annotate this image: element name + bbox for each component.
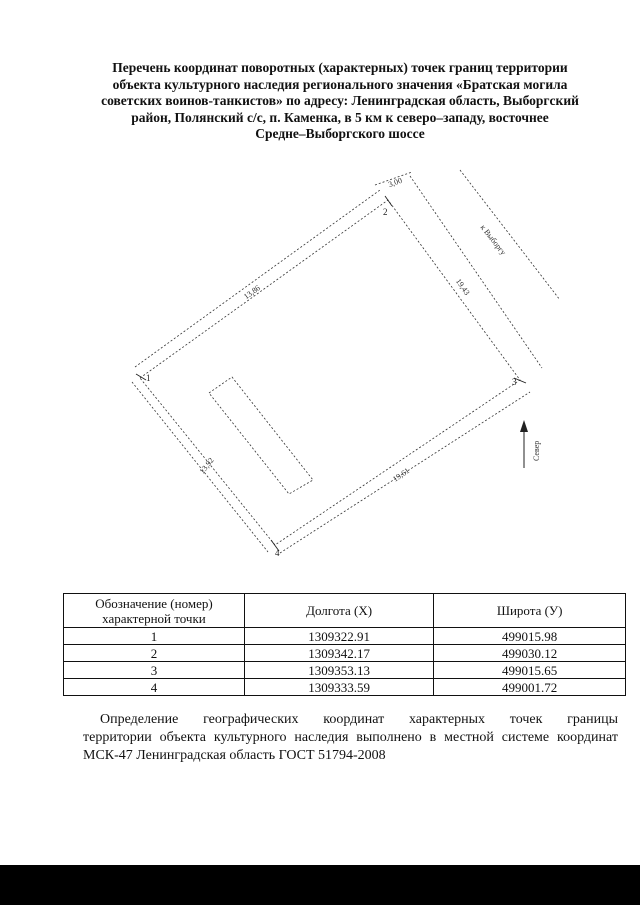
table-row [64,679,626,696]
cell-x: 1309353.13 [244,662,433,679]
cell-y: 499030.12 [434,645,626,662]
cell-y: 499015.65 [434,662,626,679]
point-label-1: 1 [146,373,151,383]
cell-y: 499001.72 [434,679,626,696]
dimension-label-upper-right: 19,43 [453,276,472,297]
cell-x: 1309322.91 [244,628,433,645]
cell-y: 499015.98 [434,628,626,645]
north-label: Север [532,440,541,461]
boundary-outline [140,200,520,545]
header-longitude: Долгота (Х) [244,594,433,628]
point-label-2: 2 [383,207,388,217]
cell-point: 2 [64,645,245,662]
boundary-sketch [110,165,570,570]
dimension-label-upper-left: 13,86 [241,283,262,302]
cell-point: 3 [64,662,245,679]
dimension-line-upper-right [410,176,542,368]
dimension-label-top: 3,00 [387,175,404,190]
header-latitude: Широта (У) [434,594,626,628]
note-line-1: Определение географических координат характерных точек границы [100,712,618,727]
title-line-2: объекта культурного наследия регионального значения «Братская могила [112,76,568,92]
dimension-label-lower-left: 13,92 [197,455,216,476]
title-line-5: Средне–Выборгского шоссе [255,126,425,141]
table-row [64,628,626,645]
dimension-label-lower-right: 19,61 [391,466,412,484]
cell-point: 4 [64,679,245,696]
north-arrow [520,420,528,468]
table-header-row [64,594,626,628]
header-point-number-text: Обозначение (номер) характерной точки [95,595,213,626]
note-line-3: МСК-47 Ленинградская область ГОСТ 51794-2008 [83,748,386,763]
title-line-1: Перечень координат поворотных (характерных) точек границ территории [112,60,568,75]
header-point-number [64,594,245,628]
tick-mark [385,196,392,206]
road-label: к Выборгу [478,222,508,257]
road-edge-line [460,170,560,300]
grave-outline [209,377,313,494]
cell-x: 1309342.17 [244,645,433,662]
title-line-3: советских воинов-танкистов» по адресу: Ленинградская область, Выборгский [101,93,579,108]
cell-x: 1309333.59 [244,679,433,696]
coordinates-table [63,593,626,696]
document-title [60,60,620,143]
dimension-line-upper-left [135,190,380,367]
cell-point: 1 [64,628,245,645]
table-row [64,662,626,679]
table-row [64,645,626,662]
scan-bottom-border [0,865,640,905]
coordinate-system-note [83,711,618,765]
point-label-4: 4 [275,548,280,558]
title-line-4: район, Полянский с/с, п. Каменка, в 5 км к северо–западу, восточнее [131,109,549,125]
note-line-2: территории объекта культурного наследия выполнено в местной системе координат [83,730,618,745]
point-label-3: 3 [512,377,517,387]
